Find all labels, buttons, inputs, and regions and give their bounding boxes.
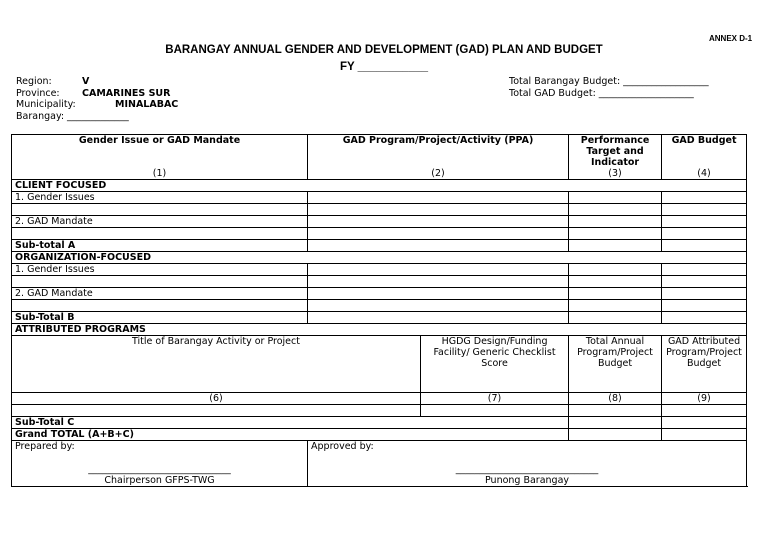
target-cell[interactable] [569,264,662,276]
budget-cell[interactable] [662,300,747,312]
subtotal-a-row [12,240,747,252]
header-row [12,135,747,169]
client-gad-mandate-label: 2. GAD Mandate [12,216,308,228]
header-attributed-budget: GAD Attributed Program/Project Budget [662,336,747,393]
subtotal-a-label: Sub-total A [12,240,308,252]
target-cell[interactable] [569,192,662,204]
ppa-cell[interactable] [308,216,569,228]
ppa-cell[interactable] [308,192,569,204]
org-gad-mandate-label: 2. GAD Mandate [12,288,308,300]
table-row [12,192,747,204]
attributed-number-row [12,393,747,405]
province-value: CAMARINES SUR [82,88,171,99]
col-number-8: (8) [569,393,662,405]
subtotal-b-budget[interactable] [662,312,747,324]
total-barangay-budget: Total Barangay Budget: __________________ [509,76,709,87]
target-cell[interactable] [569,228,662,240]
org-gender-issues-label: 1. Gender Issues [12,264,308,276]
total-gad-budget: Total GAD Budget: ____________________ [509,88,694,99]
header-gender-issue: Gender Issue or GAD Mandate [12,135,308,169]
target-cell[interactable] [569,276,662,288]
header-ppa: GAD Program/Project/Activity (PPA) [308,135,569,169]
header-hgdg: HGDG Design/Funding Facility/ Generic Checklist Score [421,336,569,393]
barangay-value: _____________ [67,111,129,122]
ppa-cell[interactable] [308,276,569,288]
prepared-by-label: Prepared by: [15,441,75,452]
header-activity-title: Title of Barangay Activity or Project [12,336,421,393]
header-number-row [12,168,747,180]
table-row [12,216,747,228]
region-value: V [82,76,90,87]
budget-cell[interactable] [662,204,747,216]
col-number-7: (7) [421,393,569,405]
gad-plan-table [11,134,747,487]
ppa-cell[interactable] [308,204,569,216]
municipality-label: Municipality: [16,99,76,110]
approved-by-signature-line[interactable]: ______________________________ [455,464,599,475]
municipality-value: MINALABAC [115,99,179,110]
col-number-1: (1) [12,168,308,180]
section-client-focused: CLIENT FOCUSED [12,180,747,192]
hgdg-cell[interactable] [421,405,569,417]
section-organization-focused: ORGANIZATION-FOCUSED [12,252,747,264]
approved-by-block [308,441,747,487]
col-number-4: (4) [662,168,747,180]
approved-by-title: Punong Barangay [484,475,570,486]
header-gad-budget: GAD Budget [662,135,747,169]
budget-cell[interactable] [662,288,747,300]
budget-cell[interactable] [662,192,747,204]
activity-cell[interactable] [12,405,421,417]
target-cell[interactable] [569,288,662,300]
subtotal-b-row [12,312,747,324]
region-label: Region: [16,76,52,87]
prepared-by-title: Chairperson GFPS-TWG [104,475,215,486]
annex-label: ANNEX D-1 [709,34,753,43]
signature-row [12,441,747,487]
table-row [12,288,747,300]
grand-total-budget[interactable] [662,429,747,441]
table-row [12,228,747,240]
ppa-cell[interactable] [308,228,569,240]
col-number-3: (3) [569,168,662,180]
subtotal-c-row [12,417,747,429]
province-label: Province: [16,88,60,99]
header-performance: Performance Target and Indicator [569,135,662,169]
subtotal-b-label: Sub-Total B [12,312,308,324]
section-attributed-programs: ATTRIBUTED PROGRAMS [12,324,747,336]
ppa-cell[interactable] [308,300,569,312]
table-row [12,264,747,276]
approved-by-label: Approved by: [311,441,374,452]
prepared-by-signature-line[interactable]: ______________________________ [88,464,231,475]
table-row [12,204,747,216]
table-row [12,405,747,417]
issue-cell[interactable] [12,228,308,240]
target-cell[interactable] [569,300,662,312]
ppa-cell[interactable] [308,264,569,276]
grand-total-row [12,429,747,441]
target-cell[interactable] [569,204,662,216]
prepared-by-block [12,441,308,487]
table-row [12,276,747,288]
fiscal-year: FY ___________ [339,61,429,73]
issue-cell[interactable] [12,204,308,216]
page-title: BARANGAY ANNUAL GENDER AND DEVELOPMENT (GAD) PLAN AND BUDGET [165,44,603,56]
attributed-budget-cell[interactable] [662,405,747,417]
budget-cell[interactable] [662,264,747,276]
annual-budget-cell[interactable] [569,405,662,417]
subtotal-c-budget[interactable] [662,417,747,429]
budget-cell[interactable] [662,276,747,288]
budget-cell[interactable] [662,216,747,228]
col-number-2: (2) [308,168,569,180]
col-number-9: (9) [662,393,747,405]
budget-cell[interactable] [662,228,747,240]
col-number-6: (6) [12,393,421,405]
issue-cell[interactable] [12,300,308,312]
client-gender-issues-label: 1. Gender Issues [12,192,308,204]
subtotal-c-label: Sub-Total C [12,417,569,429]
header-annual-budget: Total Annual Program/Project Budget [569,336,662,393]
barangay-label: Barangay: [16,111,65,122]
target-cell[interactable] [569,216,662,228]
subtotal-a-budget[interactable] [662,240,747,252]
attributed-header-row [12,336,747,393]
issue-cell[interactable] [12,276,308,288]
ppa-cell[interactable] [308,288,569,300]
table-row [12,300,747,312]
grand-total-label: Grand TOTAL (A+B+C) [12,429,569,441]
